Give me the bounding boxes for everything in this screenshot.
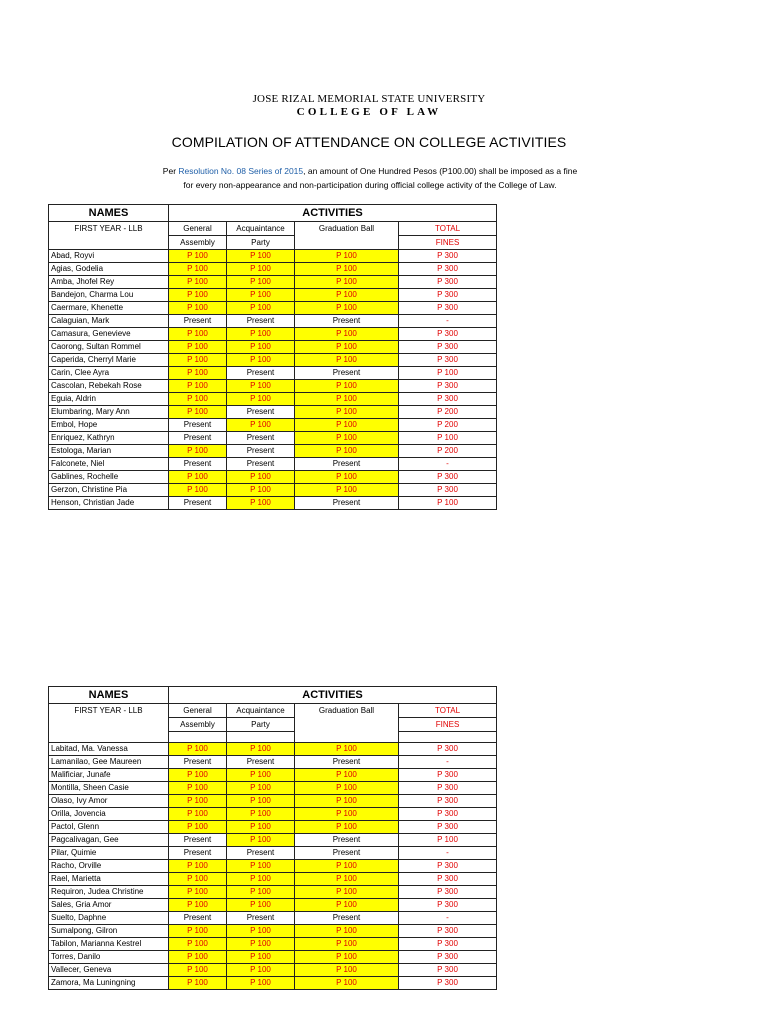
student-name: Pilar, Quimie bbox=[49, 847, 169, 860]
graduation-ball-cell: P 100 bbox=[295, 328, 399, 341]
notice-line-2: for every non-appearance and non-participation during official college activity of the College of Law. bbox=[183, 180, 557, 190]
total-fines-cell: P 300 bbox=[399, 250, 497, 263]
general-assembly-cell: P 100 bbox=[169, 289, 227, 302]
acquaintance-header-2: Party bbox=[227, 718, 295, 732]
graduation-ball-cell: P 100 bbox=[295, 406, 399, 419]
student-row bbox=[49, 769, 497, 782]
student-name: Requiron, Judea Christine bbox=[49, 886, 169, 899]
student-row bbox=[49, 458, 497, 471]
student-row bbox=[49, 899, 497, 912]
total-fines-cell: P 300 bbox=[399, 821, 497, 834]
general-assembly-cell: P 100 bbox=[169, 328, 227, 341]
acquaintance-header-1: Acquaintance bbox=[227, 704, 295, 718]
total-fines-cell: P 300 bbox=[399, 860, 497, 873]
total-fines-cell: - bbox=[399, 912, 497, 925]
total-fines-cell: P 300 bbox=[399, 393, 497, 406]
student-row bbox=[49, 367, 497, 380]
acquaintance-party-cell: Present bbox=[227, 367, 295, 380]
graduation-ball-cell: Present bbox=[295, 367, 399, 380]
graduation-ball-cell: Present bbox=[295, 315, 399, 328]
graduation-ball-cell: P 100 bbox=[295, 289, 399, 302]
general-assembly-cell: P 100 bbox=[169, 873, 227, 886]
total-fines-cell: P 300 bbox=[399, 289, 497, 302]
student-row bbox=[49, 406, 497, 419]
general-assembly-cell: P 100 bbox=[169, 354, 227, 367]
student-row bbox=[49, 484, 497, 497]
total-fines-cell: P 300 bbox=[399, 302, 497, 315]
general-assembly-cell: P 100 bbox=[169, 302, 227, 315]
header-spacer bbox=[227, 732, 295, 743]
student-row bbox=[49, 445, 497, 458]
student-name: Estologa, Marian bbox=[49, 445, 169, 458]
student-name: Carin, Clee Ayra bbox=[49, 367, 169, 380]
graduation-ball-cell: P 100 bbox=[295, 977, 399, 990]
acquaintance-party-cell: P 100 bbox=[227, 886, 295, 899]
general-assembly-cell: P 100 bbox=[169, 886, 227, 899]
general-assembly-cell: P 100 bbox=[169, 471, 227, 484]
student-name: Gablines, Rochelle bbox=[49, 471, 169, 484]
student-row bbox=[49, 808, 497, 821]
student-row bbox=[49, 821, 497, 834]
student-row bbox=[49, 795, 497, 808]
acquaintance-party-cell: P 100 bbox=[227, 938, 295, 951]
acquaintance-party-cell: P 100 bbox=[227, 951, 295, 964]
student-row bbox=[49, 419, 497, 432]
acquaintance-party-cell: P 100 bbox=[227, 743, 295, 756]
student-row bbox=[49, 873, 497, 886]
total-fines-cell: P 300 bbox=[399, 484, 497, 497]
student-row bbox=[49, 393, 497, 406]
graduation-ball-cell: P 100 bbox=[295, 432, 399, 445]
acquaintance-party-cell: P 100 bbox=[227, 328, 295, 341]
acquaintance-party-cell: Present bbox=[227, 847, 295, 860]
student-row bbox=[49, 354, 497, 367]
acquaintance-party-cell: P 100 bbox=[227, 471, 295, 484]
graduation-ball-cell: P 100 bbox=[295, 380, 399, 393]
graduation-ball-cell: P 100 bbox=[295, 341, 399, 354]
acquaintance-party-cell: Present bbox=[227, 912, 295, 925]
total-fines-cell: P 200 bbox=[399, 445, 497, 458]
acquaintance-party-cell: P 100 bbox=[227, 341, 295, 354]
activities-header: ACTIVITIES bbox=[169, 205, 497, 222]
student-name: Pagcalivagan, Gee bbox=[49, 834, 169, 847]
graduation-ball-cell: P 100 bbox=[295, 263, 399, 276]
total-fines-cell: P 300 bbox=[399, 471, 497, 484]
general-assembly-cell: Present bbox=[169, 497, 227, 510]
acquaintance-party-cell: P 100 bbox=[227, 834, 295, 847]
student-name: Labitad, Ma. Vanessa bbox=[49, 743, 169, 756]
acquaintance-party-cell: P 100 bbox=[227, 964, 295, 977]
student-row bbox=[49, 782, 497, 795]
student-row bbox=[49, 977, 497, 990]
total-fines-header-1: TOTAL bbox=[399, 222, 497, 236]
acquaintance-party-cell: P 100 bbox=[227, 782, 295, 795]
total-fines-cell: P 300 bbox=[399, 782, 497, 795]
total-fines-cell: P 300 bbox=[399, 925, 497, 938]
acquaintance-party-cell: P 100 bbox=[227, 977, 295, 990]
total-fines-cell: P 200 bbox=[399, 406, 497, 419]
header-spacer bbox=[399, 732, 497, 743]
graduation-ball-cell: P 100 bbox=[295, 899, 399, 912]
general-assembly-cell: P 100 bbox=[169, 925, 227, 938]
general-assembly-cell: P 100 bbox=[169, 899, 227, 912]
graduation-ball-cell: P 100 bbox=[295, 276, 399, 289]
total-fines-cell: P 300 bbox=[399, 380, 497, 393]
student-row bbox=[49, 756, 497, 769]
graduation-ball-cell: Present bbox=[295, 458, 399, 471]
total-fines-cell: - bbox=[399, 847, 497, 860]
general-assembly-header-1: General bbox=[169, 222, 227, 236]
graduation-ball-cell: P 100 bbox=[295, 860, 399, 873]
student-name: Camasura, Genevieve bbox=[49, 328, 169, 341]
graduation-ball-cell: P 100 bbox=[295, 821, 399, 834]
names-header: NAMES bbox=[49, 205, 169, 222]
attendance-table-1 bbox=[48, 204, 497, 510]
notice-rest: , an amount of One Hundred Pesos (P100.00) shall be imposed as a fine bbox=[303, 166, 578, 176]
graduation-ball-cell: Present bbox=[295, 912, 399, 925]
general-assembly-cell: Present bbox=[169, 912, 227, 925]
student-name: Amba, Jhofel Rey bbox=[49, 276, 169, 289]
total-fines-header-2: FINES bbox=[399, 236, 497, 250]
student-name: Cascolan, Rebekah Rose bbox=[49, 380, 169, 393]
total-fines-cell: P 100 bbox=[399, 497, 497, 510]
student-row bbox=[49, 886, 497, 899]
student-row bbox=[49, 302, 497, 315]
total-fines-cell: - bbox=[399, 315, 497, 328]
general-assembly-cell: P 100 bbox=[169, 860, 227, 873]
student-row bbox=[49, 250, 497, 263]
general-assembly-cell: Present bbox=[169, 458, 227, 471]
general-assembly-cell: P 100 bbox=[169, 795, 227, 808]
graduation-ball-cell: P 100 bbox=[295, 250, 399, 263]
graduation-ball-cell: Present bbox=[295, 497, 399, 510]
graduation-ball-cell: P 100 bbox=[295, 951, 399, 964]
student-name: Suelto, Daphne bbox=[49, 912, 169, 925]
student-name: Elumbaring, Mary Ann bbox=[49, 406, 169, 419]
acquaintance-party-cell: Present bbox=[227, 432, 295, 445]
graduation-ball-cell: P 100 bbox=[295, 782, 399, 795]
total-fines-cell: P 300 bbox=[399, 886, 497, 899]
graduation-ball-cell: Present bbox=[295, 834, 399, 847]
total-fines-cell: P 300 bbox=[399, 938, 497, 951]
general-assembly-cell: P 100 bbox=[169, 250, 227, 263]
total-fines-header-2: FINES bbox=[399, 718, 497, 732]
acquaintance-header-2: Party bbox=[227, 236, 295, 250]
total-fines-cell: P 300 bbox=[399, 769, 497, 782]
student-name: Gerzon, Christine Pia bbox=[49, 484, 169, 497]
graduation-ball-cell: P 100 bbox=[295, 938, 399, 951]
graduation-ball-cell: P 100 bbox=[295, 419, 399, 432]
general-assembly-cell: Present bbox=[169, 756, 227, 769]
student-name: Henson, Christian Jade bbox=[49, 497, 169, 510]
graduation-ball-cell: Present bbox=[295, 756, 399, 769]
acquaintance-party-cell: P 100 bbox=[227, 484, 295, 497]
total-fines-cell: P 300 bbox=[399, 795, 497, 808]
general-assembly-cell: Present bbox=[169, 847, 227, 860]
acquaintance-party-cell: P 100 bbox=[227, 250, 295, 263]
general-assembly-cell: P 100 bbox=[169, 380, 227, 393]
general-assembly-cell: P 100 bbox=[169, 406, 227, 419]
student-name: Sales, Gria Amor bbox=[49, 899, 169, 912]
student-row bbox=[49, 315, 497, 328]
student-name: Abad, Royvi bbox=[49, 250, 169, 263]
acquaintance-party-cell: P 100 bbox=[227, 276, 295, 289]
student-row bbox=[49, 925, 497, 938]
total-fines-cell: P 300 bbox=[399, 341, 497, 354]
student-name: Sumalpong, Gilron bbox=[49, 925, 169, 938]
student-row bbox=[49, 263, 497, 276]
student-name: Tabilon, Marianna Kestrel bbox=[49, 938, 169, 951]
student-row bbox=[49, 328, 497, 341]
general-assembly-cell: P 100 bbox=[169, 276, 227, 289]
total-fines-cell: P 300 bbox=[399, 951, 497, 964]
acquaintance-party-cell: P 100 bbox=[227, 795, 295, 808]
student-name: Caorong, Sultan Rommel bbox=[49, 341, 169, 354]
acquaintance-header-1: Acquaintance bbox=[227, 222, 295, 236]
general-assembly-cell: P 100 bbox=[169, 964, 227, 977]
acquaintance-party-cell: P 100 bbox=[227, 821, 295, 834]
notice-prefix: Per bbox=[162, 166, 179, 176]
general-assembly-cell: P 100 bbox=[169, 484, 227, 497]
total-fines-cell: P 300 bbox=[399, 743, 497, 756]
general-assembly-cell: P 100 bbox=[169, 782, 227, 795]
student-row bbox=[49, 380, 497, 393]
student-row bbox=[49, 497, 497, 510]
student-name: Agias, Godelia bbox=[49, 263, 169, 276]
acquaintance-party-cell: P 100 bbox=[227, 860, 295, 873]
student-name: Bandejon, Charma Lou bbox=[49, 289, 169, 302]
general-assembly-cell: P 100 bbox=[169, 341, 227, 354]
student-name: Caermare, Khenette bbox=[49, 302, 169, 315]
student-row bbox=[49, 912, 497, 925]
graduation-ball-cell: P 100 bbox=[295, 445, 399, 458]
student-name: Montilla, Sheen Casie bbox=[49, 782, 169, 795]
graduation-ball-cell: P 100 bbox=[295, 795, 399, 808]
general-assembly-header-2: Assembly bbox=[169, 718, 227, 732]
general-assembly-cell: P 100 bbox=[169, 367, 227, 380]
general-assembly-cell: P 100 bbox=[169, 938, 227, 951]
general-assembly-cell: P 100 bbox=[169, 445, 227, 458]
names-header: NAMES bbox=[49, 687, 169, 704]
general-assembly-cell: P 100 bbox=[169, 977, 227, 990]
student-row bbox=[49, 834, 497, 847]
general-assembly-cell: Present bbox=[169, 419, 227, 432]
graduation-ball-cell: P 100 bbox=[295, 925, 399, 938]
acquaintance-party-cell: P 100 bbox=[227, 873, 295, 886]
general-assembly-cell: P 100 bbox=[169, 393, 227, 406]
acquaintance-party-cell: Present bbox=[227, 315, 295, 328]
general-assembly-header-1: General bbox=[169, 704, 227, 718]
document-title: COMPILATION OF ATTENDANCE ON COLLEGE ACTIVITIES bbox=[171, 134, 567, 150]
acquaintance-party-cell: P 100 bbox=[227, 263, 295, 276]
acquaintance-party-cell: Present bbox=[227, 756, 295, 769]
header-spacer bbox=[169, 732, 227, 743]
total-fines-cell: P 100 bbox=[399, 367, 497, 380]
attendance-table-2 bbox=[48, 686, 497, 990]
student-name: Orilla, Jovencia bbox=[49, 808, 169, 821]
student-name: Falconete, Niel bbox=[49, 458, 169, 471]
graduation-ball-cell: P 100 bbox=[295, 743, 399, 756]
total-fines-cell: P 100 bbox=[399, 432, 497, 445]
acquaintance-party-cell: P 100 bbox=[227, 393, 295, 406]
acquaintance-party-cell: Present bbox=[227, 406, 295, 419]
total-fines-cell: - bbox=[399, 756, 497, 769]
total-fines-cell: P 300 bbox=[399, 899, 497, 912]
total-fines-cell: P 300 bbox=[399, 328, 497, 341]
student-row bbox=[49, 743, 497, 756]
acquaintance-party-cell: P 100 bbox=[227, 302, 295, 315]
acquaintance-party-cell: P 100 bbox=[227, 769, 295, 782]
student-name: Vallecer, Geneva bbox=[49, 964, 169, 977]
acquaintance-party-cell: P 100 bbox=[227, 419, 295, 432]
student-row bbox=[49, 289, 497, 302]
acquaintance-party-cell: P 100 bbox=[227, 354, 295, 367]
student-name: Embol, Hope bbox=[49, 419, 169, 432]
student-name: Torres, Danilo bbox=[49, 951, 169, 964]
student-name: Calaguian, Mark bbox=[49, 315, 169, 328]
year-label: FIRST YEAR - LLB bbox=[49, 704, 169, 743]
acquaintance-party-cell: P 100 bbox=[227, 380, 295, 393]
student-name: Pactol, Glenn bbox=[49, 821, 169, 834]
acquaintance-party-cell: Present bbox=[227, 445, 295, 458]
activities-header: ACTIVITIES bbox=[169, 687, 497, 704]
graduation-ball-cell: P 100 bbox=[295, 769, 399, 782]
acquaintance-party-cell: P 100 bbox=[227, 289, 295, 302]
student-name: Zamora, Ma Luningning bbox=[49, 977, 169, 990]
total-fines-cell: P 300 bbox=[399, 808, 497, 821]
total-fines-cell: P 300 bbox=[399, 873, 497, 886]
general-assembly-cell: P 100 bbox=[169, 808, 227, 821]
student-name: Lamanilao, Gee Maureen bbox=[49, 756, 169, 769]
total-fines-cell: - bbox=[399, 458, 497, 471]
graduation-ball-cell: P 100 bbox=[295, 354, 399, 367]
student-row bbox=[49, 341, 497, 354]
acquaintance-party-cell: P 100 bbox=[227, 808, 295, 821]
graduation-ball-cell: P 100 bbox=[295, 886, 399, 899]
student-name: Eguia, Aldrin bbox=[49, 393, 169, 406]
total-fines-header-1: TOTAL bbox=[399, 704, 497, 718]
student-row bbox=[49, 951, 497, 964]
total-fines-cell: P 100 bbox=[399, 834, 497, 847]
general-assembly-cell: P 100 bbox=[169, 263, 227, 276]
graduation-ball-cell: P 100 bbox=[295, 302, 399, 315]
student-name: Caperida, Cherryl Marie bbox=[49, 354, 169, 367]
student-row bbox=[49, 276, 497, 289]
acquaintance-party-cell: P 100 bbox=[227, 925, 295, 938]
student-name: Olaso, Ivy Amor bbox=[49, 795, 169, 808]
graduation-ball-cell: Present bbox=[295, 847, 399, 860]
general-assembly-cell: Present bbox=[169, 315, 227, 328]
student-row bbox=[49, 938, 497, 951]
total-fines-cell: P 300 bbox=[399, 354, 497, 367]
general-assembly-cell: P 100 bbox=[169, 821, 227, 834]
student-row bbox=[49, 847, 497, 860]
total-fines-cell: P 300 bbox=[399, 964, 497, 977]
resolution-reference: Resolution No. 08 Series of 2015 bbox=[178, 166, 304, 176]
total-fines-cell: P 300 bbox=[399, 263, 497, 276]
acquaintance-party-cell: P 100 bbox=[227, 497, 295, 510]
general-assembly-cell: Present bbox=[169, 834, 227, 847]
acquaintance-party-cell: Present bbox=[227, 458, 295, 471]
notice-line-1 bbox=[0, 166, 740, 176]
general-assembly-cell: P 100 bbox=[169, 951, 227, 964]
student-row bbox=[49, 471, 497, 484]
graduation-ball-cell: P 100 bbox=[295, 393, 399, 406]
general-assembly-cell: P 100 bbox=[169, 743, 227, 756]
student-name: Enriquez, Kathryn bbox=[49, 432, 169, 445]
student-row bbox=[49, 964, 497, 977]
total-fines-cell: P 200 bbox=[399, 419, 497, 432]
student-name: Malificiar, Junafe bbox=[49, 769, 169, 782]
student-row bbox=[49, 432, 497, 445]
general-assembly-cell: Present bbox=[169, 432, 227, 445]
graduation-ball-header: Graduation Ball bbox=[295, 704, 399, 743]
graduation-ball-cell: P 100 bbox=[295, 873, 399, 886]
student-name: Racho, Orville bbox=[49, 860, 169, 873]
student-row bbox=[49, 860, 497, 873]
university-name: JOSE RIZAL MEMORIAL STATE UNIVERSITY bbox=[252, 93, 486, 105]
student-name: Rael, Marietta bbox=[49, 873, 169, 886]
acquaintance-party-cell: P 100 bbox=[227, 899, 295, 912]
college-name: COLLEGE OF LAW bbox=[296, 106, 442, 118]
graduation-ball-cell: P 100 bbox=[295, 471, 399, 484]
graduation-ball-cell: P 100 bbox=[295, 484, 399, 497]
total-fines-cell: P 300 bbox=[399, 276, 497, 289]
total-fines-cell: P 300 bbox=[399, 977, 497, 990]
graduation-ball-header: Graduation Ball bbox=[295, 222, 399, 250]
graduation-ball-cell: P 100 bbox=[295, 808, 399, 821]
year-label: FIRST YEAR - LLB bbox=[49, 222, 169, 250]
general-assembly-cell: P 100 bbox=[169, 769, 227, 782]
general-assembly-header-2: Assembly bbox=[169, 236, 227, 250]
graduation-ball-cell: P 100 bbox=[295, 964, 399, 977]
